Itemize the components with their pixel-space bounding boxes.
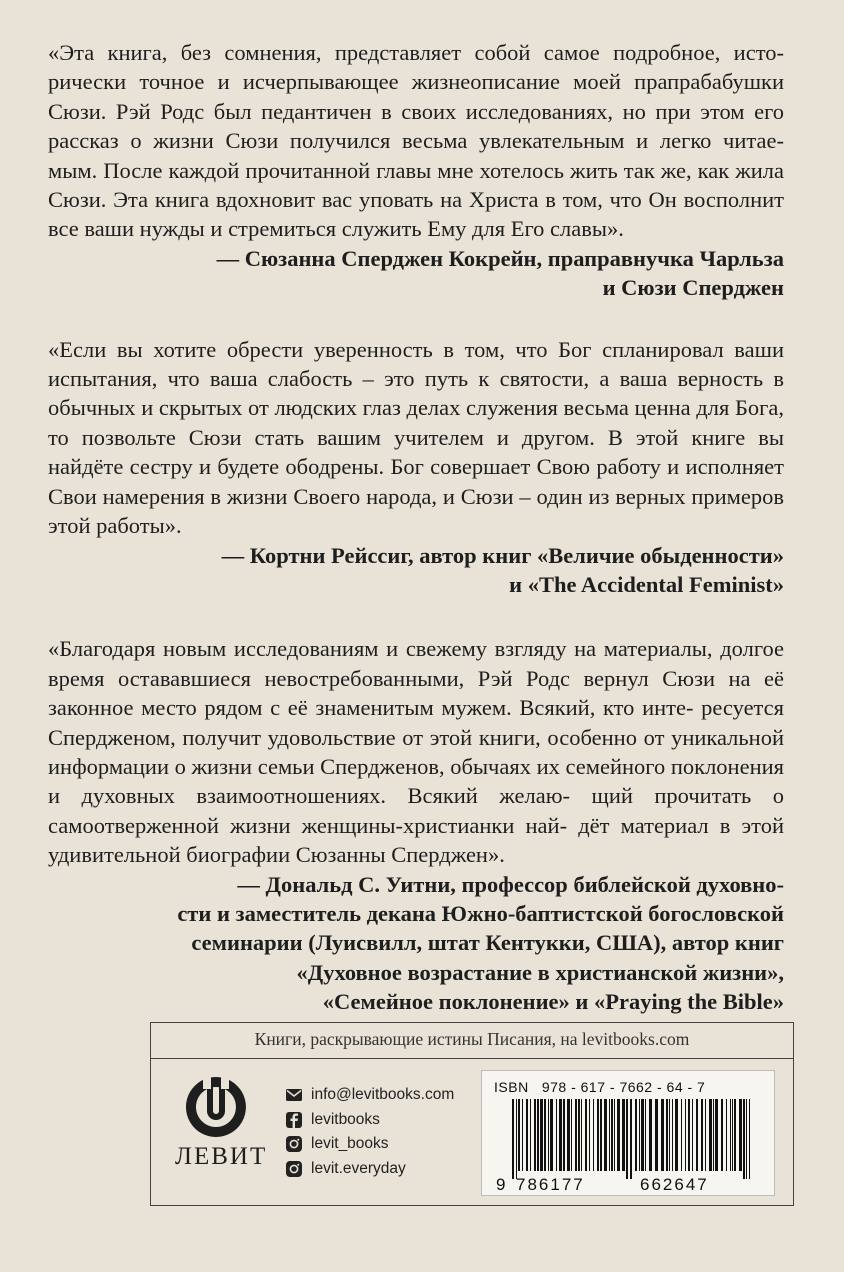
quote-line: от уникальной информации о жизни семьи Сперджeнов, обычаях их <box>48 724 785 779</box>
attribution-line: и «The Accidental Feminist» <box>509 571 784 597</box>
barcode-bar <box>669 1099 670 1171</box>
barcode-bar <box>726 1099 727 1171</box>
quote-line: мым. После каждой прочитанной главы мне хотелось жить так же, как <box>48 157 730 183</box>
quote-line: дёт материал в этой удивительной биографии Сюзанны Сперджен». <box>48 812 785 868</box>
barcode-bar <box>743 1099 745 1179</box>
instagram-icon <box>285 1135 303 1153</box>
quotes-column <box>48 38 784 1049</box>
quote-line: «Если вы хотите обрести уверенность в том, что Бог спланировал ваши <box>48 336 784 362</box>
publisher-logo <box>175 1075 268 1171</box>
quote-line: щий прочитать о самоотверженной жизни женщины-христианки най- <box>48 783 784 838</box>
barcode-bar <box>721 1099 723 1171</box>
quote-line: обычных и скрытых от людских глаз делах служения весьма ценна для <box>48 395 730 421</box>
barcode-bar <box>622 1099 625 1171</box>
barcode-bar <box>681 1099 682 1171</box>
barcode-bar <box>730 1099 731 1171</box>
quote-line: испытания, что ваша слабость – это путь к святости, а ваша верность в <box>48 366 784 392</box>
barcode-icon <box>482 1071 774 1195</box>
barcode-digit-group: 9 <box>496 1175 506 1194</box>
barcode-bar <box>639 1099 640 1171</box>
quote-line: верных примеров этой работы». <box>48 483 785 539</box>
publisher-footer <box>150 1022 794 1206</box>
barcode-bar <box>550 1099 553 1171</box>
contact-instagram[interactable] <box>285 1132 454 1157</box>
attribution-line: сти и заместитель декана Южно-баптистской богословской <box>177 900 784 926</box>
barcode-bar <box>641 1099 644 1171</box>
contact-instagram-2[interactable] <box>285 1157 454 1182</box>
barcode-bar <box>732 1099 733 1171</box>
barcode-bar <box>537 1099 539 1171</box>
quote-line: восполнит все ваши нужды и стремиться служить Ему для Его славы». <box>48 187 785 242</box>
barcode-bar <box>534 1099 536 1171</box>
barcode-bar <box>516 1099 517 1179</box>
barcode-bar <box>685 1099 686 1171</box>
barcode-bar <box>709 1099 712 1171</box>
contact-text: levitbooks <box>311 1110 380 1128</box>
instagram-icon <box>285 1160 303 1178</box>
quote-line: ресуется Сперджeном, получит удовольствие от этой книги, особенно <box>48 695 784 750</box>
footer-headline: Книги, раскрывающие истины Писания, на levitbooks.com <box>151 1023 793 1059</box>
barcode-bar <box>518 1099 520 1171</box>
barcode-bar <box>749 1099 750 1179</box>
barcode-bar <box>614 1099 615 1171</box>
barcode-bar <box>593 1099 594 1171</box>
barcode-bar <box>589 1099 590 1171</box>
barcode-bar <box>713 1099 714 1171</box>
barcode-digit-group: 786177 <box>516 1175 585 1194</box>
contact-text: levit_books <box>311 1135 389 1153</box>
barcode-bar <box>563 1099 565 1171</box>
quote-text <box>48 634 784 869</box>
barcode-bar <box>734 1099 736 1171</box>
contact-email[interactable] <box>285 1083 454 1108</box>
isbn-number: ISBN 978 - 617 - 7662 - 64 - 7 <box>494 1079 706 1095</box>
barcode-bar <box>512 1099 514 1179</box>
logo-text: ЛЕВИТ <box>175 1143 268 1170</box>
contact-facebook[interactable] <box>285 1108 454 1133</box>
quote-line: семейного поклонения и духовных взаимоотношениях. Всякий желаю- <box>48 753 785 809</box>
quote-line: рассказ о жизни Сюзи получился весьма увлекательным и легко читае- <box>48 128 784 154</box>
barcode-bar <box>626 1099 628 1179</box>
quote-line: «Эта книга, без сомнения, представляет собой самое подробное, исто- <box>48 40 784 65</box>
barcode-bar <box>585 1099 587 1171</box>
barcode-bar <box>567 1099 570 1171</box>
barcode-bar <box>522 1099 523 1171</box>
quote-line: рически точное и исчерпывающее жизнеописание моей прапрабабушки <box>48 69 784 95</box>
barcode-bar <box>666 1099 668 1171</box>
quote-attribution <box>48 244 784 303</box>
barcode-bar <box>649 1099 652 1171</box>
barcode-bar <box>661 1099 664 1171</box>
mail-icon <box>285 1086 303 1104</box>
barcode-digit-group: 662647 <box>640 1175 709 1194</box>
barcode-bar <box>556 1099 557 1171</box>
barcode-bar <box>701 1099 703 1171</box>
quote-line: Сюзи. Рэй Родс был педантичен в своих исследованиях, но при этом его <box>48 98 784 124</box>
levit-logo-icon <box>181 1075 251 1137</box>
barcode-bar <box>571 1099 572 1171</box>
attribution-line: — Кортни Рейссиг, автор книг «Величие обыденности» <box>221 542 784 568</box>
barcode-bar <box>611 1099 613 1171</box>
quote-block-3 <box>48 634 784 1016</box>
barcode-bar <box>655 1099 658 1171</box>
barcode-bar <box>544 1099 546 1171</box>
barcode-bar <box>581 1099 582 1171</box>
contact-text: info@levitbooks.com <box>311 1086 455 1104</box>
contact-text: levit.everyday <box>311 1159 406 1177</box>
barcode-bar <box>540 1099 543 1171</box>
quote-line: исполняет Свои намерения в жизни Своего народа, и Сюзи – один из <box>48 454 784 509</box>
barcode-bar <box>715 1099 718 1171</box>
barcode-bar <box>526 1099 528 1171</box>
barcode-bar <box>705 1099 706 1171</box>
quote-block-1 <box>48 38 784 303</box>
quote-line: долгое время остававшиеся невостребованными, Рэй Родс вернул Сюзи <box>48 636 785 691</box>
quote-line: «Благодаря новым исследованиям и свежему взгляду на материалы, <box>48 636 713 662</box>
facebook-icon <box>285 1111 303 1129</box>
barcode-bar <box>578 1099 580 1171</box>
barcode-bar <box>559 1099 562 1171</box>
barcode-bar <box>575 1099 577 1171</box>
attribution-line: — Сюзанна Сперджен Кокрейн, праправнучка Чарльза <box>216 245 784 271</box>
quote-line: жила Сюзи. Эта книга вдохновит вас уповать на Христа в том, что Он <box>48 157 785 213</box>
barcode-bar <box>675 1099 678 1171</box>
isbn-barcode <box>481 1070 775 1196</box>
barcode-bar <box>672 1099 673 1171</box>
barcode-bar <box>609 1099 610 1171</box>
contact-list <box>285 1083 454 1181</box>
barcode-bar <box>739 1099 742 1171</box>
barcode-bar <box>548 1099 549 1171</box>
quote-text <box>48 335 784 541</box>
barcode-bar <box>630 1099 632 1179</box>
quote-text <box>48 38 784 244</box>
quote-attribution <box>48 541 784 600</box>
barcode-bar <box>597 1099 599 1171</box>
quote-line: на её законное место рядом с её знаменитым мужем. Всякий, кто инте- <box>48 665 784 721</box>
barcode-bar <box>692 1099 693 1171</box>
barcode-bar <box>645 1099 646 1171</box>
quote-block-2 <box>48 335 784 600</box>
barcode-bar <box>604 1099 607 1171</box>
barcode-bar <box>746 1099 747 1179</box>
barcode-bar <box>696 1099 698 1171</box>
quote-line: вы найдёте сестру и будете ободрены. Бог совершает Свою работу и <box>48 424 784 480</box>
barcode-bar <box>617 1099 620 1171</box>
attribution-line: и Сюзи Сперджен <box>602 275 784 301</box>
barcode-bar <box>530 1099 531 1171</box>
attribution-line: «Духовное возрастание в христианской жизни», <box>296 959 784 985</box>
quote-line: Бога, то позвольте Сюзи стать вашим учителем и другом. В этой книге <box>48 395 784 450</box>
quote-attribution <box>48 870 784 1017</box>
barcode-bar <box>600 1099 602 1171</box>
attribution-line: «Семейное поклонение» и «Praying the Bible» <box>322 989 784 1015</box>
attribution-line: семинарии (Луисвилл, штат Кентукки, США), автор книг <box>191 930 784 956</box>
barcode-bar <box>635 1099 637 1171</box>
barcode-bar <box>688 1099 690 1171</box>
attribution-line: — Дональд С. Уитни, профессор библейской духовно- <box>237 871 784 897</box>
